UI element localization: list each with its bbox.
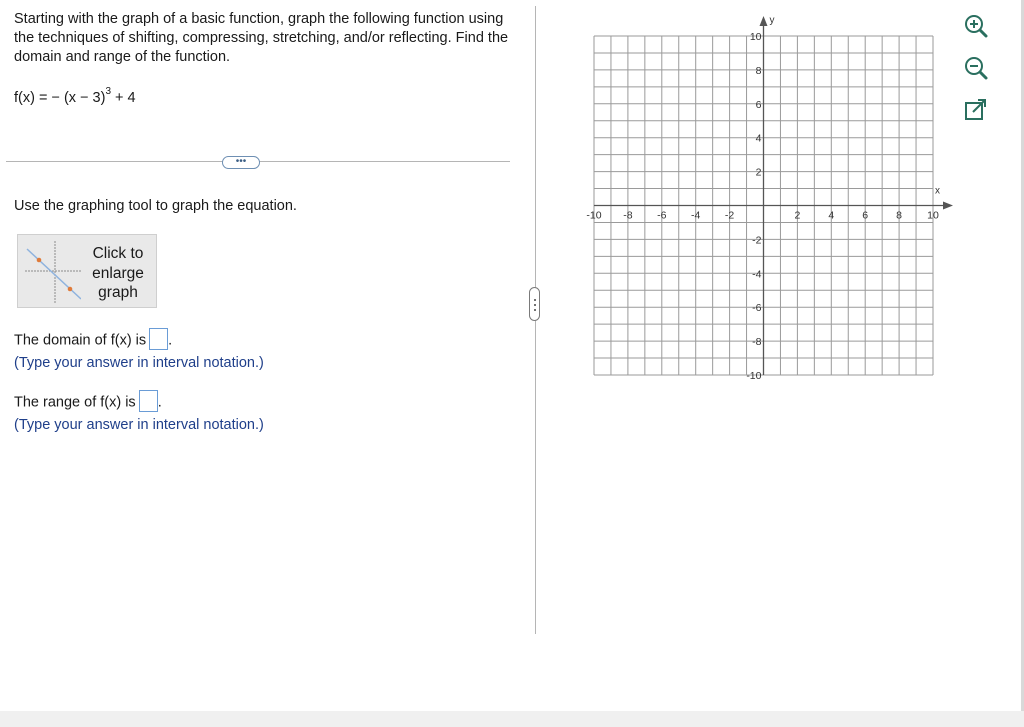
enlarge-graph-button[interactable] [17, 234, 157, 308]
y-tick-label: -2 [752, 234, 762, 247]
y-tick-label: 4 [755, 132, 762, 145]
popout-icon[interactable] [960, 94, 992, 126]
range-terminator: . [157, 394, 162, 411]
function-lhs: f(x) = − (x − 3) [14, 89, 106, 106]
range-hint: (Type your answer in interval notation.) [14, 417, 264, 433]
coordinate-graph[interactable] [580, 10, 965, 388]
x-tick-label: -4 [691, 209, 701, 222]
function-exponent: 3 [105, 86, 112, 97]
domain-answer-input[interactable] [149, 328, 168, 350]
y-tick-label: -6 [752, 302, 762, 315]
show-more-button[interactable]: ••• [222, 156, 260, 169]
function-expression [14, 88, 136, 106]
x-tick-label: -2 [724, 209, 735, 222]
range-prompt: The range of f(x) is [14, 394, 136, 411]
x-tick-label: 4 [828, 209, 835, 222]
domain-hint: (Type your answer in interval notation.) [14, 355, 264, 371]
domain-prompt: The domain of f(x) is [14, 332, 147, 349]
domain-question [14, 331, 172, 350]
range-question [14, 393, 162, 412]
zoom-in-icon[interactable] [960, 10, 992, 42]
y-axis-arrow [760, 16, 768, 26]
x-tick-labels [586, 210, 939, 222]
x-tick-label: 2 [794, 209, 801, 222]
x-tick-label: -10 [586, 209, 602, 222]
range-answer-input[interactable] [139, 390, 158, 412]
y-tick-label: -8 [752, 336, 762, 349]
y-tick-label: -10 [746, 370, 762, 382]
question-pane [0, 0, 520, 640]
graphing-tool-instruction: Use the graphing tool to graph the equation. [14, 198, 297, 214]
question-instructions: Starting with the graph of a basic function, graph the following function using the techniques of shifting, compressing, stretching, and/or reflecting. Find the domain and range of the function. [14, 11, 509, 65]
x-axis-arrow [943, 202, 953, 210]
y-tick-label: 8 [755, 64, 762, 77]
x-tick-label: 6 [862, 209, 869, 222]
splitter-drag-handle[interactable] [529, 287, 540, 321]
x-tick-label: -8 [623, 209, 633, 222]
y-tick-label: 10 [749, 31, 762, 43]
zoom-out-icon[interactable] [960, 52, 992, 84]
bottom-bar [0, 711, 1024, 727]
function-rhs: + 4 [111, 89, 136, 106]
x-tick-label: 10 [927, 209, 939, 222]
y-tick-label: 2 [755, 166, 762, 179]
y-tick-label: -4 [752, 268, 762, 281]
x-tick-label: -6 [657, 209, 667, 222]
y-tick-label: 6 [755, 98, 762, 111]
x-axis-label: x [935, 185, 940, 197]
x-tick-label: 8 [896, 209, 903, 222]
y-tick-labels [746, 31, 761, 382]
graph-thumbnail-icon [25, 241, 81, 303]
y-axis-label: y [769, 15, 775, 26]
domain-terminator: . [168, 332, 173, 349]
enlarge-graph-label: Click to enlarge graph [92, 245, 144, 301]
